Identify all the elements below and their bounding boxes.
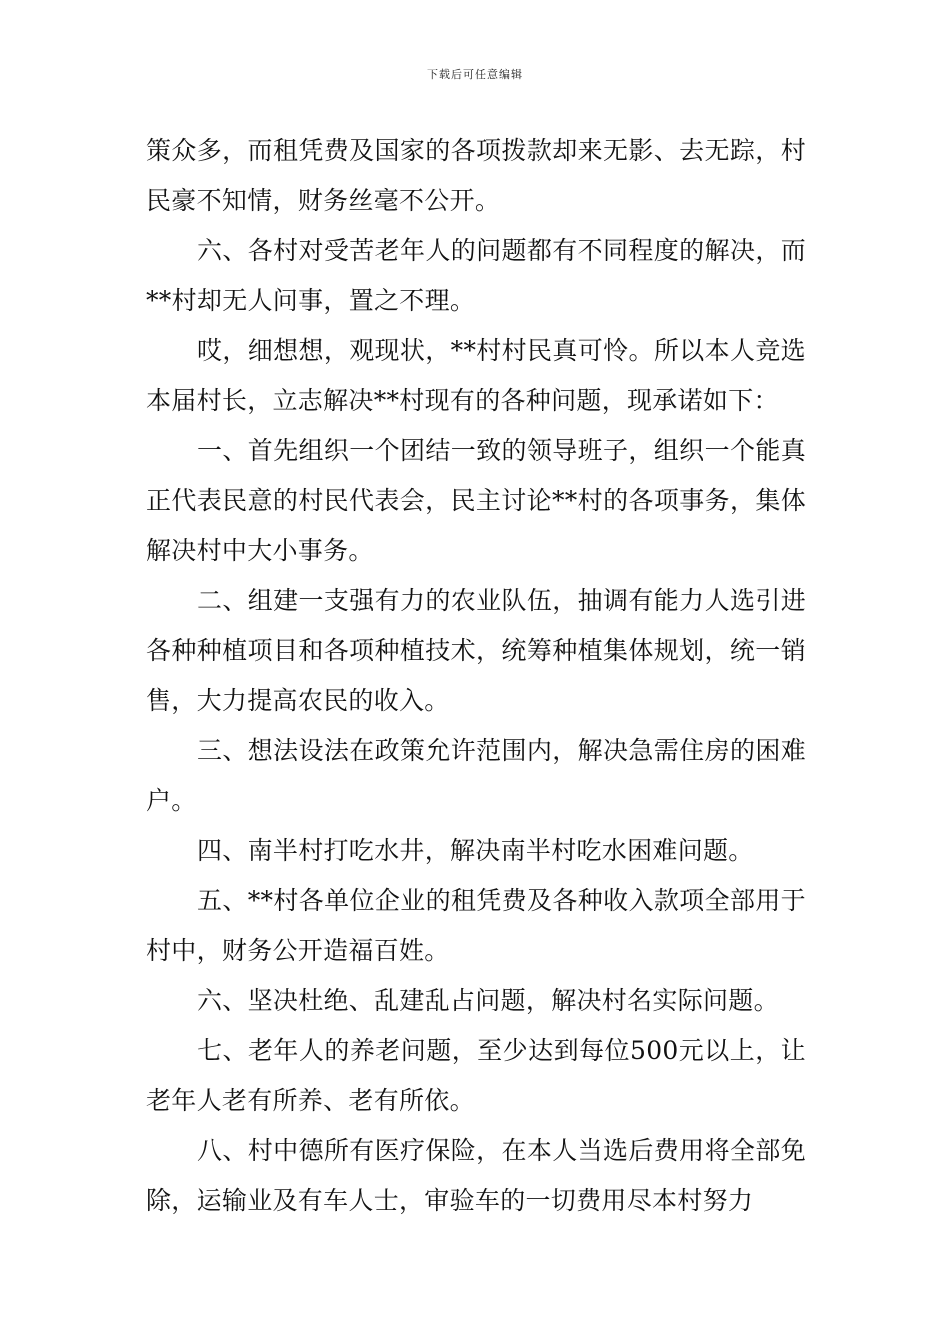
paragraph: 五、**村各单位企业的租凭费及各种收入款项全部用于村中，财务公开造福百姓。 <box>146 886 806 965</box>
paragraph: 一、首先组织一个团结一致的领导班子，组织一个能真正代表民意的村民代表会，民主讨论**村的各项事务，集体解决村中大小事务。 <box>146 436 806 565</box>
paragraph: 策众多，而租凭费及国家的各项拨款却来无影、去无踪，村民豪不知情，财务丝毫不公开。 <box>146 136 806 215</box>
paragraph: 七、老年人的养老问题，至少达到每位500元以上，让老年人老有所养、老有所依。 <box>146 1036 806 1115</box>
paragraph: 八、村中德所有医疗保险，在本人当选后费用将全部免除，运输业及有车人士，审验车的一切费用尽本村努力 <box>146 1136 806 1215</box>
paragraph: 四、南半村打吃水井，解决南半村吃水困难问题。 <box>197 836 754 865</box>
document-body <box>146 126 806 1226</box>
paragraph: 三、想法设法在政策允许范围内，解决急需住房的困难户。 <box>146 736 806 815</box>
header-note: 下载后可任意编辑 <box>427 68 523 81</box>
paragraph: 二、组建一支强有力的农业队伍，抽调有能力人选引进各种种植项目和各项种植技术，统筹种植集体规划，统一销售，大力提高农民的收入。 <box>146 586 806 715</box>
paragraph: 六、坚决杜绝、乱建乱占问题，解决村名实际问题。 <box>197 986 779 1015</box>
paragraph: 六、各村对受苦老年人的问题都有不同程度的解决，而**村却无人问事，置之不理。 <box>146 236 806 315</box>
paragraph: 哎，细想想，观现状，**村村民真可怜。所以本人竞选本届村长，立志解决**村现有的各种问题，现承诺如下： <box>146 336 806 415</box>
